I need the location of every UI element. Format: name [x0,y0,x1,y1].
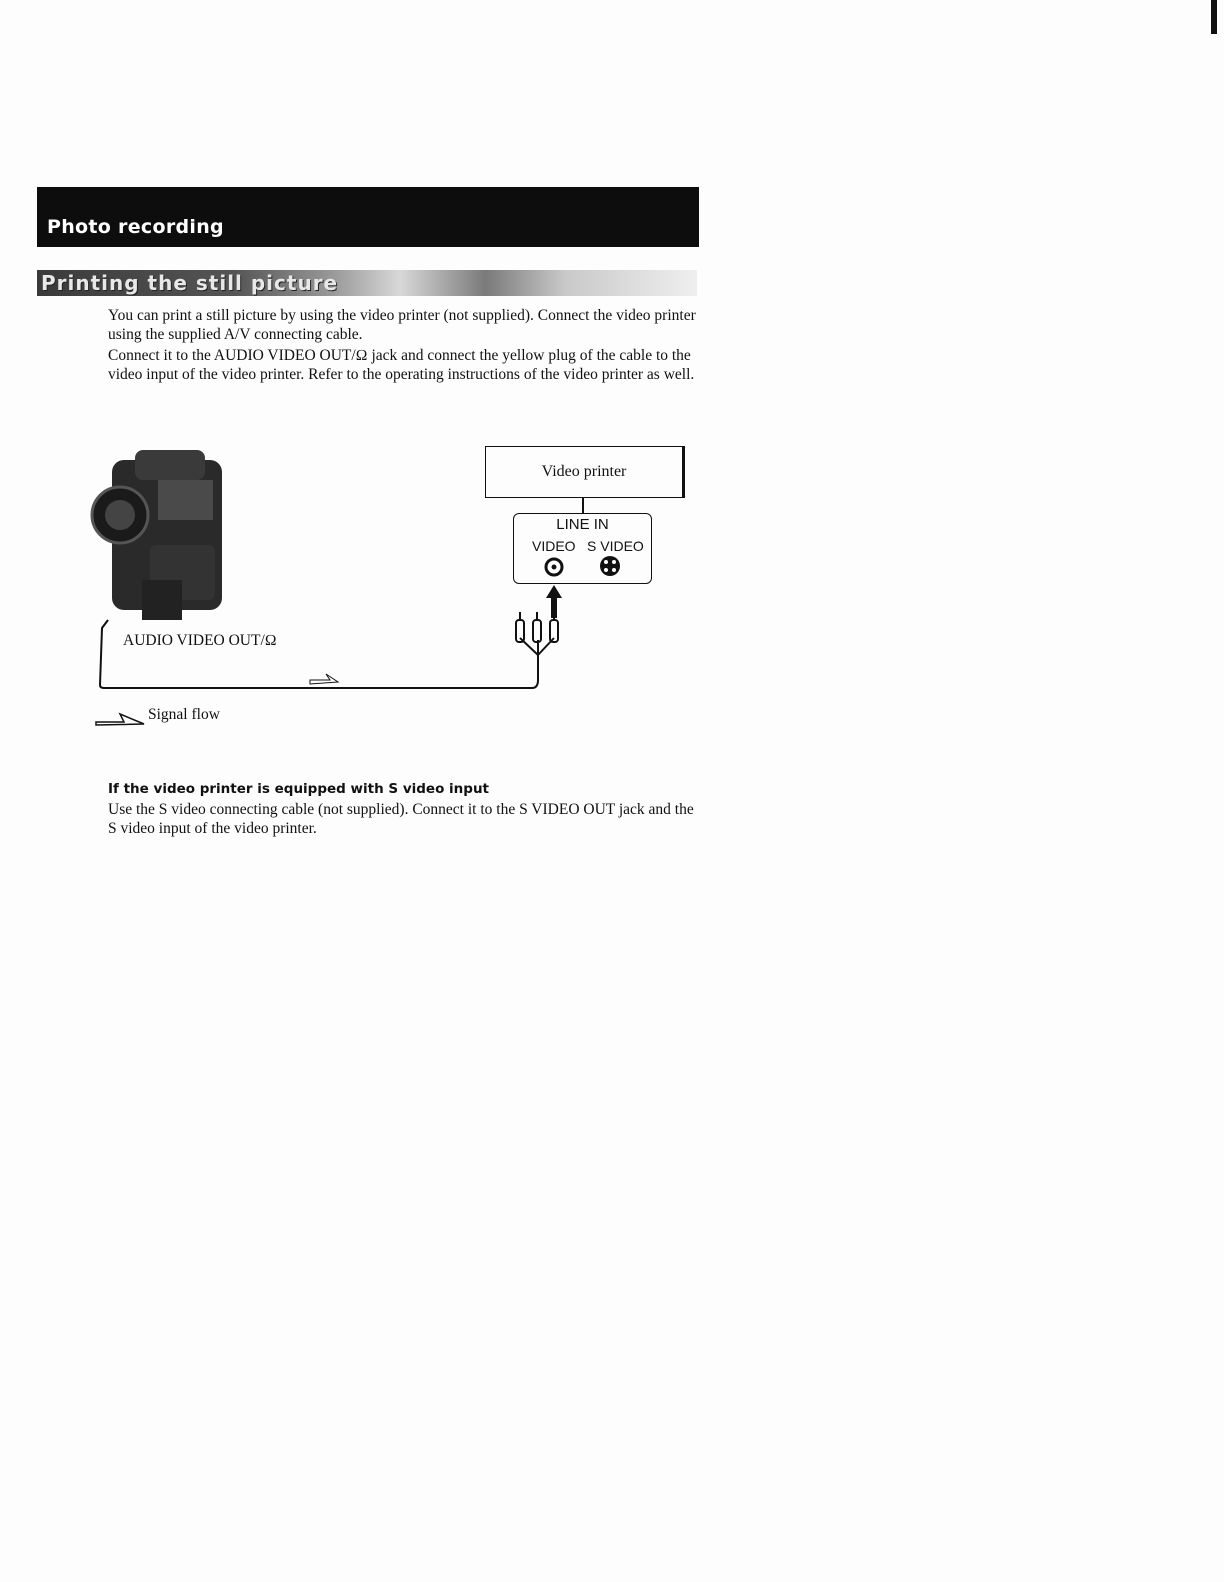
side-tab-marks [702,445,718,595]
section-header-bar [37,187,699,247]
line-in-panel [513,513,652,584]
connection-paragraph: Connect it to the AUDIO VIDEO OUT/Ω jack and connect the yellow plug of the cable to the video input of the video printer. Refer to the operating instructions of the video printer as well. [108,347,695,383]
camcorder-illustration [92,450,222,620]
connection-diagram [80,440,740,740]
line-in-label: LINE IN [556,516,609,533]
video-printer-box [485,446,685,498]
signal-flow-legend-icon [94,708,146,726]
note-body: Use the S video connecting cable (not supplied). Connect it to the S VIDEO OUT jack and the S video input of the video printer. [108,801,694,837]
section-heading: Printing the still picture [41,271,339,295]
arrow-up-icon [546,585,562,618]
audio-video-out-label: AUDIO VIDEO OUT/Ω [123,632,277,649]
note-heading: If the video printer is equipped with S video input [108,781,490,797]
intro-paragraph: You can print a still picture by using the video printer (not supplied). Connect the video printer using the supplied A/V connecting cable. [108,307,696,343]
section-banner [37,270,697,296]
video-jack-label: VIDEO [532,538,576,554]
page-edge-mark [1211,0,1217,34]
page-title: Photo recording [47,216,224,238]
signal-flow-arrow-icon [310,674,338,684]
signal-flow-legend-label: Signal flow [148,706,220,723]
video-printer-label: Video printer [541,463,627,480]
s-video-jack-label: S VIDEO [587,538,644,554]
